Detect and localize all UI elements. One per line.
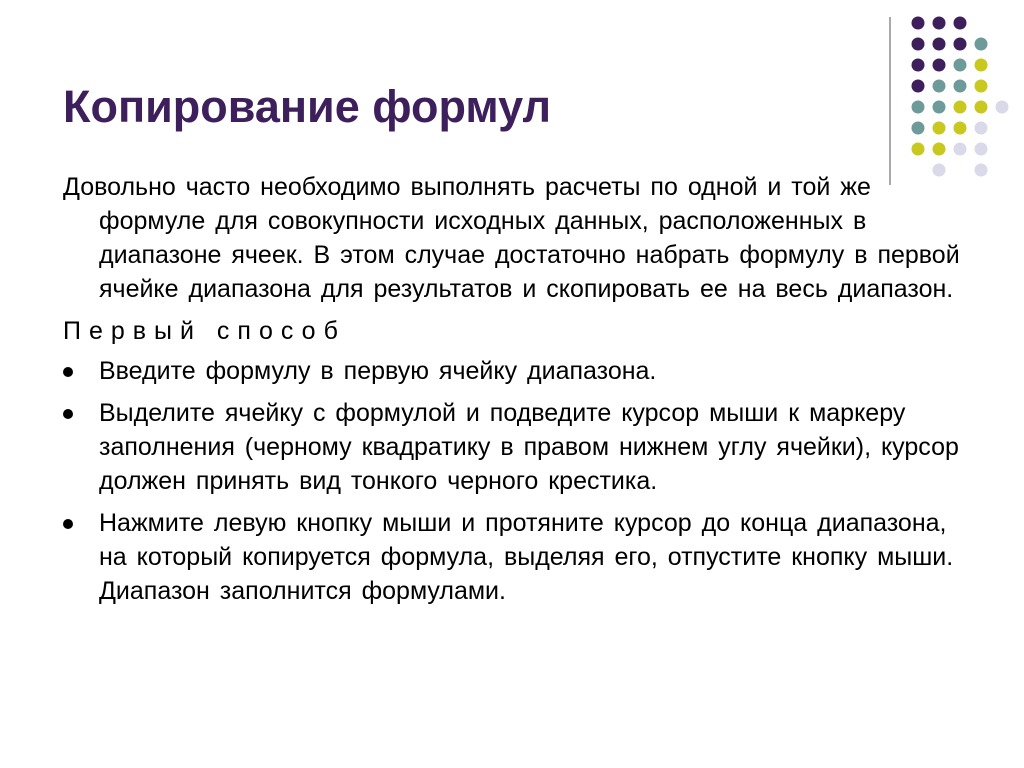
decorative-dot — [933, 80, 946, 93]
bullet-dot-icon — [63, 367, 73, 377]
decorative-dot — [975, 80, 988, 93]
decorative-dot — [975, 101, 988, 114]
decorative-dot — [954, 101, 967, 114]
bullet-text: Введите формулу в первую ячейку диапазона. — [99, 357, 657, 385]
decorative-dot — [912, 101, 925, 114]
decorative-dot — [933, 17, 946, 30]
decorative-dot — [912, 59, 925, 72]
decorative-dot — [912, 122, 925, 135]
decorative-dot — [975, 143, 988, 156]
decorative-dot — [975, 59, 988, 72]
decorative-dot — [912, 143, 925, 156]
decorative-dot — [954, 143, 967, 156]
slide-title: Копирование формул — [63, 81, 552, 132]
bullet-dot-icon — [63, 409, 73, 419]
decorative-dot — [954, 17, 967, 30]
decorative-dot — [933, 38, 946, 51]
bullet-item — [63, 354, 963, 388]
decorative-dot — [933, 143, 946, 156]
decorative-dot — [933, 122, 946, 135]
bullet-dot-icon — [63, 519, 73, 529]
decorative-dot — [912, 80, 925, 93]
decorative-dot — [933, 101, 946, 114]
bullet-item — [63, 506, 963, 608]
decorative-dot — [912, 17, 925, 30]
subheading: Первый способ — [63, 317, 346, 345]
decorative-dot — [933, 59, 946, 72]
decorative-vertical-line — [889, 17, 891, 185]
decorative-dot — [996, 101, 1009, 114]
decorative-dot — [975, 38, 988, 51]
bullet-list — [63, 354, 963, 608]
slide-body — [63, 170, 963, 616]
decorative-dot — [912, 38, 925, 51]
decorative-dot — [975, 122, 988, 135]
decorative-dot — [954, 38, 967, 51]
decorative-dot — [954, 80, 967, 93]
bullet-text: Выделите ячейку с формулой и подведите курсор мыши к маркеру заполнения (черному квадратику в правом нижнем углу ячейки), курсор должен принять вид тонкого черного крестика. — [99, 399, 959, 495]
decorative-dot — [975, 164, 988, 177]
decorative-dot — [954, 122, 967, 135]
bullet-text: Нажмите левую кнопку мыши и протяните курсор до конца диапазона, на который копируется формула, выделяя его, отпустите кнопку мыши. Диапазон заполнится формулами. — [99, 509, 954, 605]
intro-paragraph: Довольно часто необходимо выполнять расчеты по одной и той же формуле для совокупности исходных данных, расположенных в диапазоне ячеек. В этом случае достаточно набрать формулу в первой ячейке диапазона для результатов и скопировать ее на весь диапазон. — [63, 173, 960, 303]
decorative-dot — [954, 59, 967, 72]
bullet-item — [63, 396, 963, 498]
